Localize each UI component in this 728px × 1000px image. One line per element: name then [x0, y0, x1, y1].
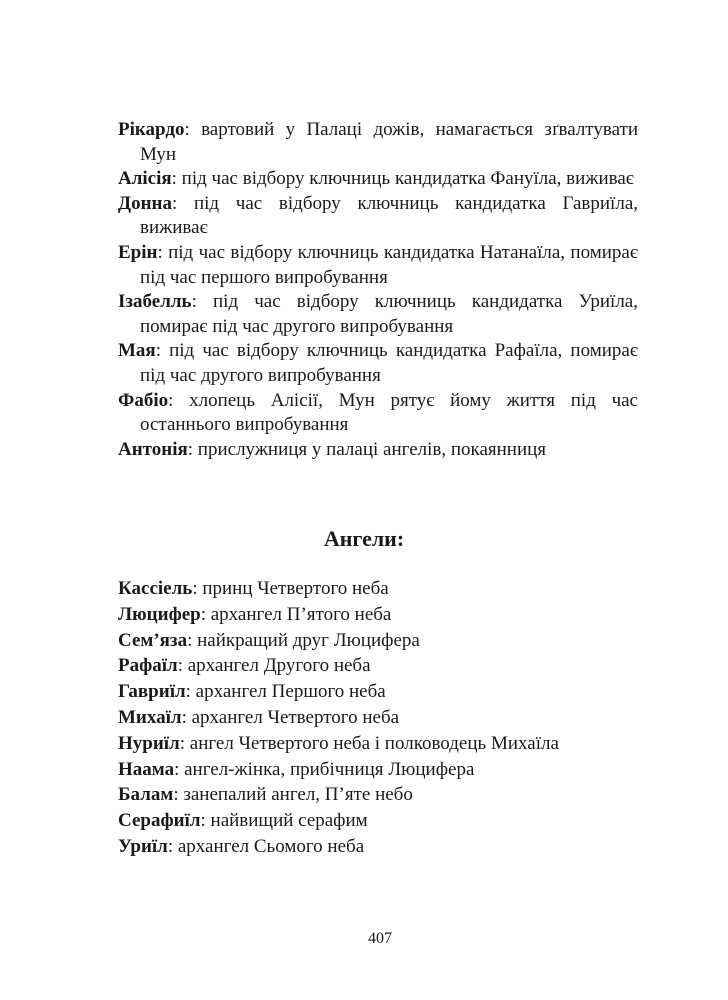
list-entry — [118, 389, 638, 438]
entry-description: : під час відбору ключниць кандидатка Натанаїла, помирає під час першого випробування — [140, 241, 638, 288]
entry-name: Кассіель — [118, 578, 193, 599]
entry-name: Мая — [118, 340, 156, 362]
entry-description: : архангел Сьомого неба — [167, 835, 365, 857]
list-entry — [118, 339, 638, 388]
list-entry — [118, 705, 658, 731]
entry-description: : ангел Четвертого неба і полководець Михаїла — [179, 732, 559, 754]
entry-description: : занепалий ангел, П’яте небо — [173, 784, 413, 806]
list-entry — [118, 757, 658, 783]
entry-description: : під час відбору ключниць кандидатка Уриїла, помирає під час другого випробування — [140, 291, 638, 337]
entry-name: Гавриїл — [118, 681, 186, 703]
list-entry — [118, 192, 638, 241]
list-entry — [118, 602, 658, 628]
entry-description: : архангел Четвертого неба — [181, 706, 400, 728]
entry-name: Михаїл — [118, 706, 182, 728]
entry-name: Рікардо — [118, 119, 185, 140]
entry-name: Антонія — [118, 438, 188, 460]
entry-description: : найвищий серафим — [200, 810, 368, 832]
list-entry — [118, 808, 658, 834]
entry-description: : під час відбору ключниць кандидатка Рафаїла, помирає під час другого випробування — [140, 340, 638, 386]
entry-name: Рафаїл — [118, 655, 178, 677]
entry-name: Сем’яза — [118, 629, 188, 651]
list-entry — [118, 679, 658, 705]
list-entry — [118, 653, 658, 679]
entry-description: : архангел П’ятого неба — [200, 603, 392, 625]
entry-description: : ангел-жінка, прибічниця Люцифера — [174, 758, 475, 780]
entry-name: Наама — [118, 758, 175, 780]
characters-list — [118, 118, 638, 462]
entry-description: : принц Четвертого неба — [192, 578, 389, 599]
entry-description: : під час відбору ключниць кандидатка Фануїла, виживає — [171, 168, 634, 190]
list-entry — [118, 118, 638, 167]
entry-name: Балам — [118, 784, 174, 806]
list-entry — [118, 167, 638, 192]
angels-list — [118, 576, 658, 860]
list-entry — [118, 628, 658, 654]
list-entry — [118, 576, 658, 602]
entry-description: : прислужниця у палаці ангелів, покаянниця — [187, 438, 547, 460]
entry-description: : хлопець Алісії, Мун рятує йому життя під час останнього випробування — [140, 389, 638, 436]
entry-name: Фабіо — [118, 389, 169, 411]
page-number: 407 — [368, 930, 392, 947]
entry-name: Уриїл — [118, 835, 168, 857]
entry-name: Донна — [118, 192, 172, 214]
entry-description: : архангел Першого неба — [185, 681, 386, 703]
entry-description: : архангел Другого неба — [177, 655, 371, 677]
angels-heading: Ангели: — [323, 526, 405, 551]
entry-name: Нуриїл — [118, 732, 180, 754]
list-entry — [118, 782, 658, 808]
list-entry — [118, 241, 638, 290]
entry-name: Ерін — [118, 241, 158, 263]
entry-name: Ізабелль — [118, 291, 192, 313]
list-entry — [118, 438, 638, 463]
entry-description: : найкращий друг Люцифера — [187, 629, 420, 651]
list-entry — [118, 731, 658, 757]
list-entry — [118, 834, 658, 860]
entry-name: Люцифер — [118, 603, 201, 625]
list-entry — [118, 290, 638, 339]
entry-name: Алісія — [118, 168, 172, 190]
entry-description: : вартовий у Палаці дожів, намагається зґвалтувати Мун — [140, 119, 638, 165]
entry-name: Серафиїл — [118, 810, 201, 832]
entry-description: : під час відбору ключниць кандидатка Гавриїла, виживає — [140, 192, 638, 239]
